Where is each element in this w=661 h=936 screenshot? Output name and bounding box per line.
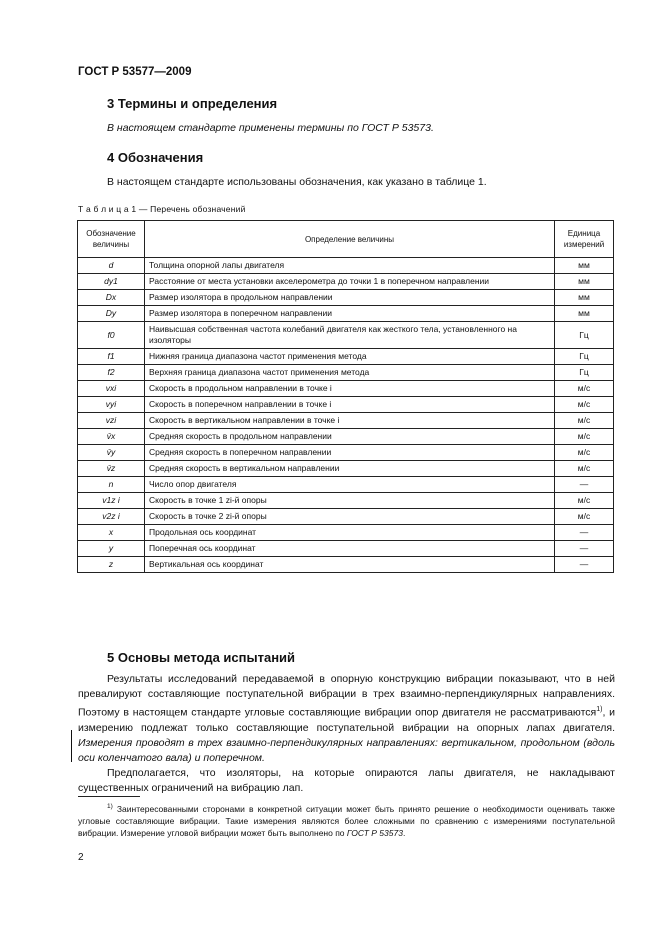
footnote-end: . — [402, 827, 406, 838]
change-bar — [71, 730, 72, 762]
definition-cell: Скорость в продольном направлении в точке i — [145, 381, 555, 397]
definition-cell: Средняя скорость в поперечном направлении — [145, 445, 555, 461]
unit-cell: мм — [555, 258, 614, 274]
definition-cell: Верхняя граница диапазона частот применения метода — [145, 365, 555, 381]
table-row — [78, 493, 614, 509]
paragraph-1 — [78, 672, 615, 766]
definition-cell: Продольная ось координат — [145, 525, 555, 541]
footnote-text: Заинтересованными сторонами в конкретной ситуации может быть принято решение о необходимости оценивать также угловые составляющие вибрации. Такие измерения являются более сложными по сравнению с измерениями поступательной вибрации. Измерение угловой вибрации может быть выполнено по — [78, 803, 615, 838]
table-row — [78, 445, 614, 461]
unit-cell: — — [555, 477, 614, 493]
definition-cell: Толщина опорной лапы двигателя — [145, 258, 555, 274]
table-header-row — [78, 221, 614, 258]
table-row — [78, 397, 614, 413]
table-row — [78, 322, 614, 349]
paragraph-2: Предполагается, что изоляторы, на которые опираются лапы двигателя, не накладывают существенных ограничений на вибрацию лап. — [78, 766, 615, 794]
unit-cell: Гц — [555, 322, 614, 349]
definition-cell: Расстояние от места установки акселерометра до точки 1 в поперечном направлении — [145, 274, 555, 290]
definition-cell: Нижняя граница диапазона частот применения метода — [145, 349, 555, 365]
symbol-cell: v̄z — [78, 461, 145, 477]
footnote-mark: 1) — [107, 803, 113, 810]
symbol-cell: vyi — [78, 397, 145, 413]
table-row — [78, 365, 614, 381]
header-definition: Определение величины — [145, 221, 555, 258]
symbol-cell: dy1 — [78, 274, 145, 290]
table-row — [78, 258, 614, 274]
table-row — [78, 429, 614, 445]
table-row — [78, 381, 614, 397]
definition-cell: Размер изолятора в поперечном направлении — [145, 306, 555, 322]
table-row — [78, 525, 614, 541]
unit-cell: Гц — [555, 365, 614, 381]
symbol-cell: vzi — [78, 413, 145, 429]
symbols-table — [77, 220, 614, 573]
symbol-cell: v2z i — [78, 509, 145, 525]
section-5-body — [78, 672, 615, 796]
unit-cell: — — [555, 541, 614, 557]
definition-cell: Вертикальная ось координат — [145, 557, 555, 573]
table-row — [78, 413, 614, 429]
symbol-cell: vxi — [78, 381, 145, 397]
page-number: 2 — [78, 852, 84, 863]
definition-cell: Скорость в вертикальном направлении в точке i — [145, 413, 555, 429]
table-row — [78, 349, 614, 365]
section-4-text: В настоящем стандарте использованы обозначения, как указано в таблице 1. — [107, 176, 487, 188]
symbol-cell: v1z i — [78, 493, 145, 509]
section-3-text: В настоящем стандарте применены термины по ГОСТ Р 53573. — [107, 122, 434, 134]
header-symbol: Обозначение величины — [78, 221, 145, 258]
symbol-cell: y — [78, 541, 145, 557]
unit-cell: м/с — [555, 429, 614, 445]
symbol-cell: f1 — [78, 349, 145, 365]
symbol-cell: x — [78, 525, 145, 541]
symbol-cell: f2 — [78, 365, 145, 381]
definition-cell: Наивысшая собственная частота колебаний двигателя как жесткого тела, установленного на изоляторы — [145, 322, 555, 349]
unit-cell: м/с — [555, 397, 614, 413]
symbol-cell: v̄x — [78, 429, 145, 445]
unit-cell: мм — [555, 274, 614, 290]
section-4-title: 4 Обозначения — [107, 150, 204, 165]
table-row — [78, 461, 614, 477]
paragraph-1-text-c: Измерения проводят в трех взаимно-перпендикулярных направлениях: вертикальном, продольном (вдоль оси коленчатого вала) и поперечном. — [78, 736, 615, 764]
definition-cell: Число опор двигателя — [145, 477, 555, 493]
paragraph-1-text-a: Результаты исследований передаваемой в опорную конструкцию вибрации показывают, что в ней превалируют составляющие поступательной вибрации в трех взаимно-перпендикулярных направлениях. Поэтому в настоящем стандарте угловые составляющие вибрации опор двигателя не рассматриваются — [78, 673, 615, 719]
document-header: ГОСТ Р 53577—2009 — [78, 66, 192, 78]
unit-cell: мм — [555, 290, 614, 306]
unit-cell: — — [555, 557, 614, 573]
definition-cell: Поперечная ось координат — [145, 541, 555, 557]
table-row — [78, 557, 614, 573]
table-row — [78, 306, 614, 322]
symbol-cell: z — [78, 557, 145, 573]
symbol-cell: Dy — [78, 306, 145, 322]
symbol-cell: d — [78, 258, 145, 274]
definition-cell: Средняя скорость в продольном направлении — [145, 429, 555, 445]
unit-cell: м/с — [555, 461, 614, 477]
symbol-cell: n — [78, 477, 145, 493]
unit-cell: м/с — [555, 413, 614, 429]
unit-cell: мм — [555, 306, 614, 322]
footnote-separator — [78, 796, 140, 797]
section-5-title: 5 Основы метода испытаний — [107, 650, 296, 665]
table-row — [78, 290, 614, 306]
footnote-reference: 1) — [596, 706, 603, 713]
unit-cell: м/с — [555, 381, 614, 397]
definition-cell: Скорость в точке 2 zi-й опоры — [145, 509, 555, 525]
unit-cell: м/с — [555, 445, 614, 461]
unit-cell: Гц — [555, 349, 614, 365]
table-caption: Т а б л и ц а 1 — Перечень обозначений — [78, 204, 246, 214]
unit-cell: — — [555, 525, 614, 541]
section-3-title: 3 Термины и определения — [107, 96, 278, 111]
definition-cell: Скорость в поперечном направлении в точке i — [145, 397, 555, 413]
symbol-cell: f0 — [78, 322, 145, 349]
table-row — [78, 477, 614, 493]
symbol-cell: Dx — [78, 290, 145, 306]
footnote-ref: ГОСТ Р 53573 — [346, 827, 403, 838]
table-row — [78, 541, 614, 557]
paragraph-1-text-b: , и измерению подлежат только составляющие поступательной вибрации на опорных лапах двигателя. — [78, 706, 615, 734]
definition-cell: Скорость в точке 1 zi-й опоры — [145, 493, 555, 509]
unit-cell: м/с — [555, 509, 614, 525]
table-row — [78, 509, 614, 525]
header-unit: Единица измерений — [555, 221, 614, 258]
definition-cell: Средняя скорость в вертикальном направлении — [145, 461, 555, 477]
unit-cell: м/с — [555, 493, 614, 509]
definition-cell: Размер изолятора в продольном направлении — [145, 290, 555, 306]
table-row — [78, 274, 614, 290]
symbol-cell: v̄y — [78, 445, 145, 461]
footnote — [78, 801, 615, 839]
